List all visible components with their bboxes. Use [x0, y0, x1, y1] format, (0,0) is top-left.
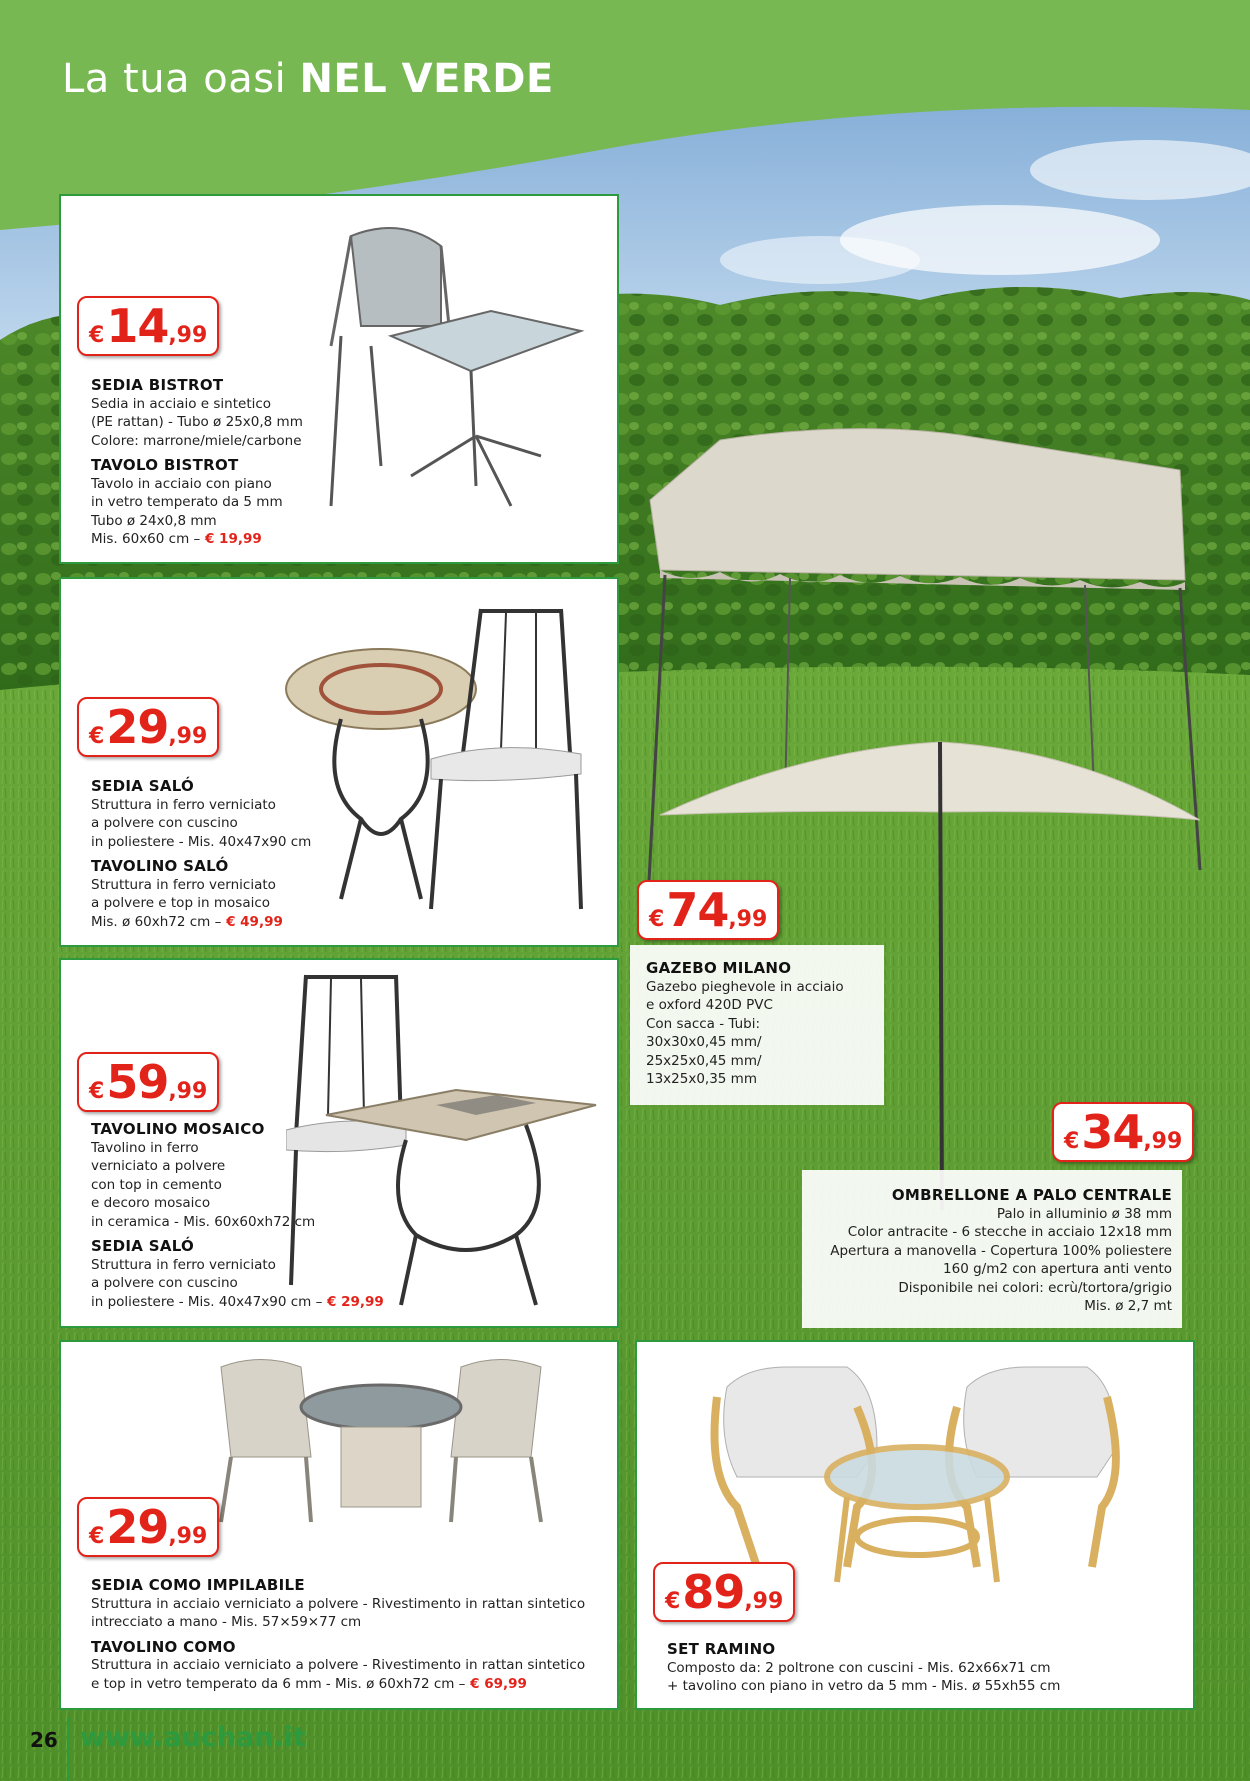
- product-box-mosaico: [59, 958, 619, 1328]
- website-link[interactable]: www.auchan.it: [80, 1722, 306, 1753]
- price-tag: € 59 ,99: [77, 1052, 219, 1112]
- umbrella-info-panel: OMBRELLONE A PALO CENTRALE Palo in alluminio ø 38 mm Color antracite - 6 stecche in acciaio 12x18 mm Apertura a manovella - Copertura 100% poliestere 160 g/m2 con apertura anti vento Disponibile nei colori: ecrù/tortora/grigio Mis. ø 2,7 mt: [802, 1170, 1182, 1328]
- footer-divider: [67, 1718, 70, 1781]
- page-number: 26: [30, 1728, 58, 1752]
- product-box-salo: [59, 577, 619, 947]
- price-tag: € 14 ,99: [77, 296, 219, 356]
- price-tag: € 89 ,99: [653, 1562, 795, 1622]
- page-title: La tua oasi NEL VERDE: [62, 56, 554, 102]
- product-box-como: [59, 1340, 619, 1710]
- product-text: SEDIA COMO IMPILABILE Struttura in acciaio verniciato a polvere - Rivestimento in rattan sintetico intrecciato a mano - Mis. 57×59×77 cm TAVOLINO COMO Struttura in acciaio verniciato a polvere - Rivestimento in rattan sintetico e top in vetro temperato da 6 mm - Mis. ø 60xh72 cm – € 69,99: [91, 1576, 586, 1692]
- gazebo-info-panel: GAZEBO MILANO Gazebo pieghevole in acciaio e oxford 420D PVC Con sacca - Tubi: 30x30x0,45 mm/ 25x25x0,45 mm/ 13x25x0,35 mm: [630, 945, 884, 1105]
- price-tag: € 29 ,99: [77, 697, 219, 757]
- como-set-image: [201, 1347, 561, 1527]
- product-text: SET RAMINO Composto da: 2 poltrone con cuscini - Mis. 62x66x71 cm + tavolino con piano in vetro da 5 mm - Mis. ø 55xh55 cm: [667, 1640, 1061, 1694]
- product-text: SEDIA SALÓ Struttura in ferro verniciato a polvere con cuscino in poliestere - Mis. 40x47x90 cm TAVOLINO SALÓ Struttura in ferro verniciato a polvere e top in mosaico Mis. ø 60xh72 cm – € 49,99: [91, 777, 312, 930]
- ramino-set-image: [707, 1347, 1127, 1587]
- price-tag: € 29 ,99: [77, 1497, 219, 1557]
- price-tag-gazebo: € 74 ,99: [637, 880, 779, 940]
- product-text: SEDIA BISTROT Sedia in acciaio e sintetico (PE rattan) - Tubo ø 25x0,8 mm Colore: marrone/miele/carbone TAVOLO BISTROT Tavolo in acciaio con piano in vetro temperato da 5 mm Tubo ø 24x0,8 mm Mis. 60x60 cm – € 19,99: [91, 376, 303, 547]
- price-tag-umbrella: € 34 ,99: [1052, 1102, 1194, 1162]
- product-box-ramino: [635, 1340, 1195, 1710]
- product-text: TAVOLINO MOSAICO Tavolino in ferro verniciato a polvere con top in cemento e decoro mosaico in ceramica - Mis. 60x60xh72 cm SEDIA SALÓ Struttura in ferro verniciato a polvere con cuscino in poliestere - Mis. 40x47x90 cm – € 29,99: [91, 1120, 384, 1310]
- product-box-bistrot: [59, 194, 619, 564]
